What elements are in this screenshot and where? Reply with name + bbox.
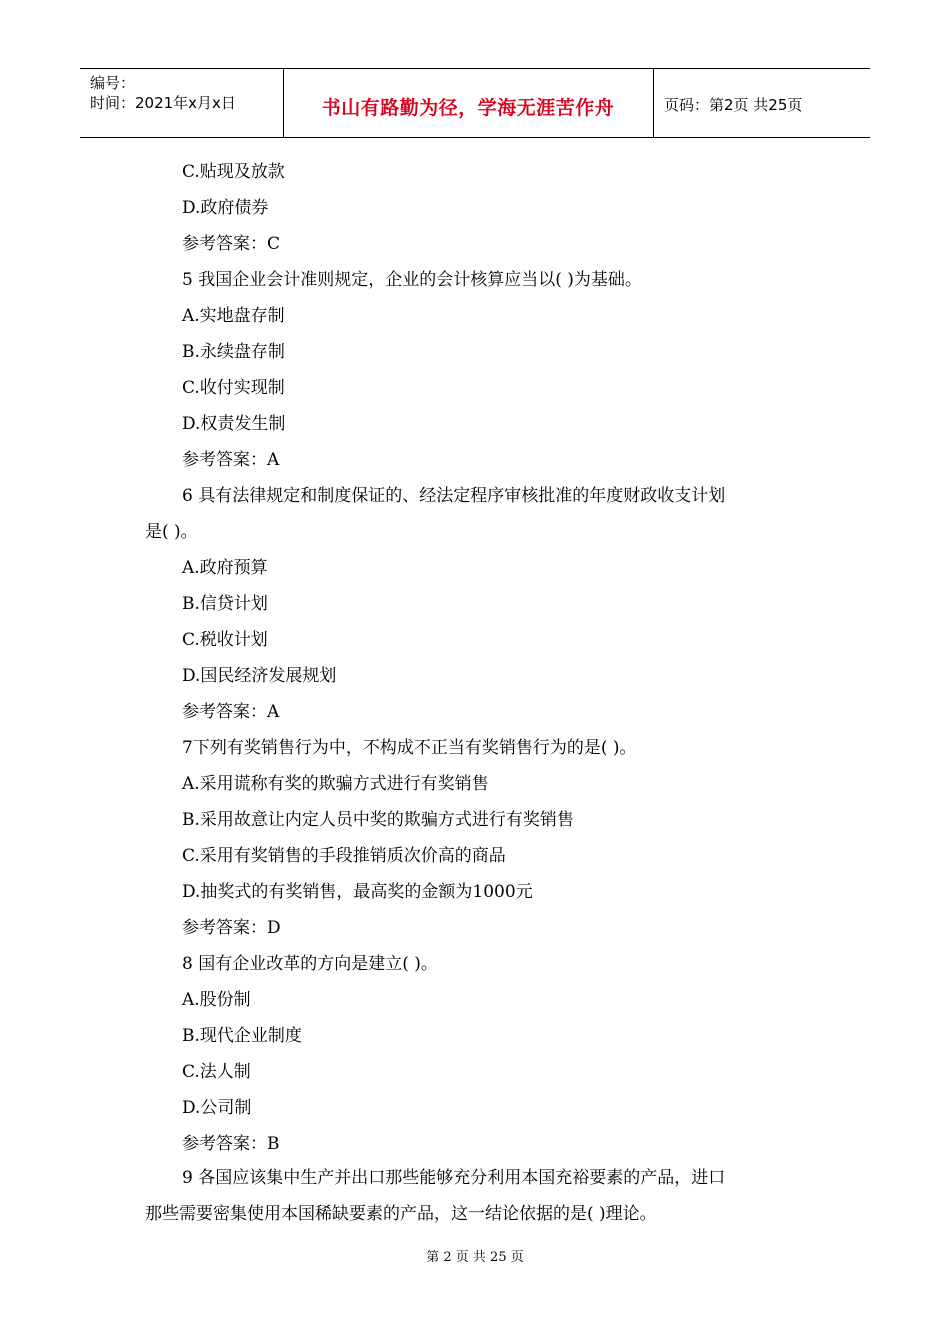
text-line: B.现代企业制度 — [182, 1026, 302, 1046]
text-line: C.税收计划 — [182, 630, 268, 650]
text-line: B.永续盘存制 — [182, 342, 285, 362]
text-line: C.收付实现制 — [182, 378, 285, 398]
header-page-cell — [654, 69, 870, 137]
question-line: 5 我国企业会计准则规定，企业的会计核算应当以( )为基础。 — [182, 270, 642, 290]
question-line-cont: 那些需要密集使用本国稀缺要素的产品，这一结论依据的是( )理论。 — [145, 1204, 657, 1224]
text-line: D.国民经济发展规划 — [182, 666, 337, 686]
page-header — [80, 68, 870, 138]
answer-line: 参考答案：A — [182, 702, 280, 722]
question-line: 8 国有企业改革的方向是建立( )。 — [182, 954, 438, 974]
header-motto-cell — [283, 69, 654, 137]
text-line: C.贴现及放款 — [182, 162, 285, 182]
text-line: C.法人制 — [182, 1062, 251, 1082]
header-page-info: 页码：第2页 共25页 — [664, 96, 803, 114]
header-meta-cell — [80, 69, 284, 137]
page-footer: 第 2 页 共 25 页 — [426, 1250, 524, 1265]
answer-line: 参考答案：A — [182, 450, 280, 470]
question-line: 9 各国应该集中生产并出口那些能够充分利用本国充裕要素的产品，进口 — [182, 1168, 726, 1188]
text-line: A.采用谎称有奖的欺骗方式进行有奖销售 — [182, 774, 489, 794]
question-line: 6 具有法律规定和制度保证的、经法定程序审核批准的年度财政收支计划 — [182, 486, 726, 506]
number-label: 编号： — [90, 74, 136, 92]
text-line: D.权责发生制 — [182, 414, 286, 434]
text-line: D.公司制 — [182, 1098, 252, 1118]
header-motto: 书山有路勤为径，学海无涯苦作舟 — [321, 97, 615, 119]
text-line: C.采用有奖销售的手段推销质次价高的商品 — [182, 846, 506, 866]
text-line: D.抽奖式的有奖销售，最高奖的金额为1000元 — [182, 882, 533, 902]
text-line: B.信贷计划 — [182, 594, 268, 614]
text-line: B.采用故意让内定人员中奖的欺骗方式进行有奖销售 — [182, 810, 574, 830]
text-line: A.实地盘存制 — [182, 306, 285, 326]
answer-line: 参考答案：C — [182, 234, 281, 254]
time-label: 时间：2021年x月x日 — [90, 94, 236, 112]
text-line: A.股份制 — [182, 990, 251, 1010]
question-line-cont: 是( )。 — [145, 522, 198, 542]
text-line: A.政府预算 — [182, 558, 268, 578]
answer-line: 参考答案：D — [182, 918, 281, 938]
question-line: 7下列有奖销售行为中，不构成不正当有奖销售行为的是( )。 — [182, 738, 637, 758]
answer-line: 参考答案：B — [182, 1134, 280, 1154]
text-line: D.政府债券 — [182, 198, 269, 218]
